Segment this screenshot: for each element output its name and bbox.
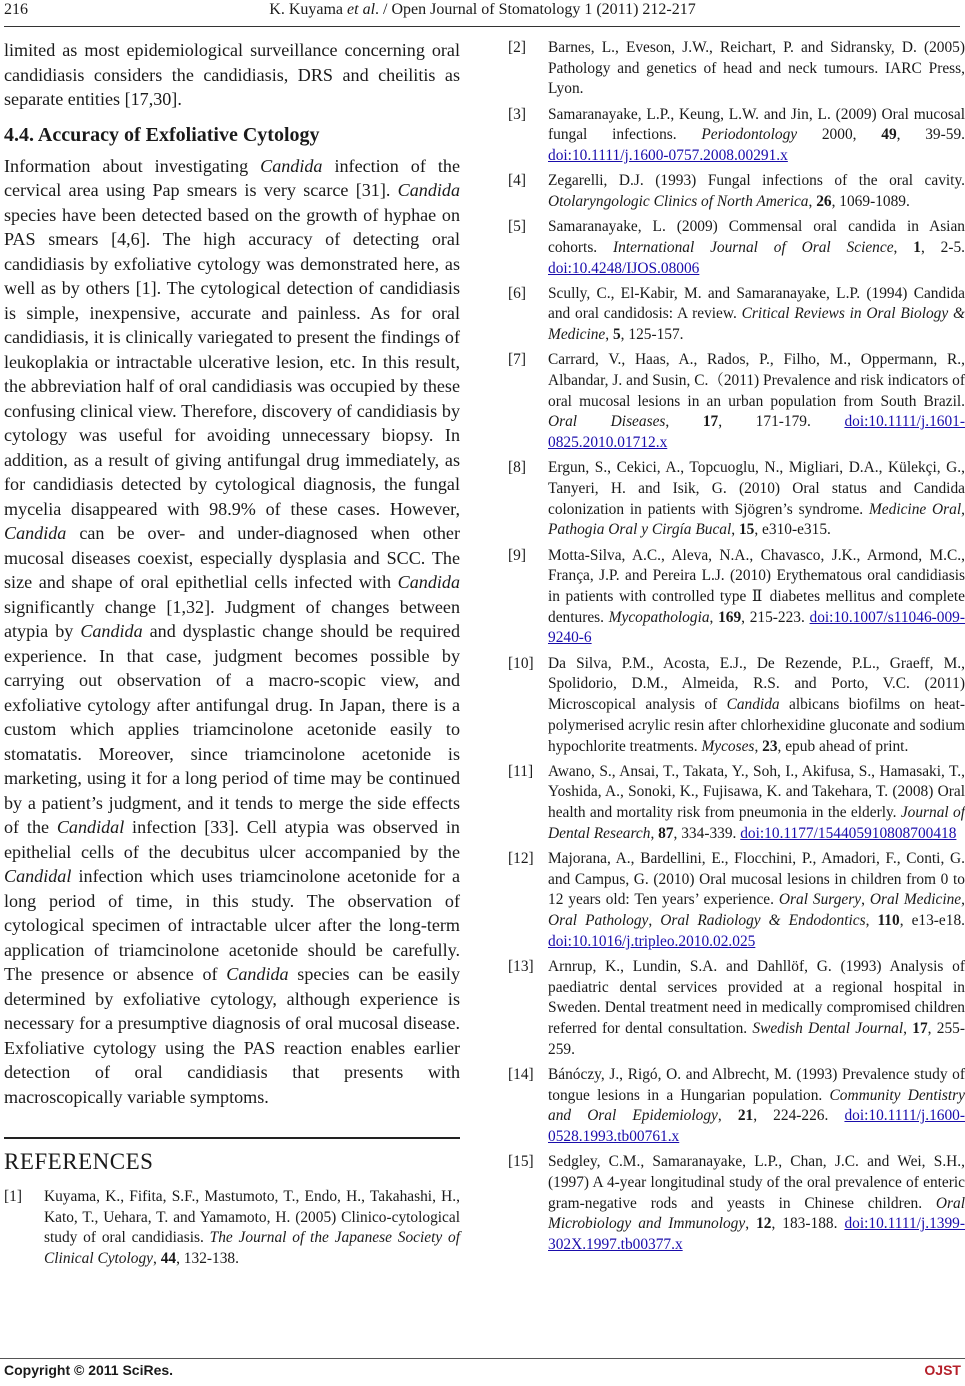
doi-link[interactable]: doi:10.1177/154405910808700418 (740, 824, 957, 842)
paragraph-continued: limited as most epidemiological surveillance concerning oral candidiasis considers the candidiasis, DRS and cheilitis as separate entities [17,30]. (4, 40, 460, 109)
paragraph-text: species have been detected based on the growth of hyphae on PAS smears [4,6]. The high accuracy of detecting oral candidiasis by exfoliative cytology was demonstrated here, as well as by others [1]. The cytological detection of candidiasis is simple, inexpensive, accurate and painless. As for oral candidiasis, it is clinically variegated to present the findings of leukoplakia or intractable ulcerative lesion, etc. In this result, the abbreviation half of oral candidiasis was occupied by these confusing clinical view. Therefore, discovery of candidiasis by cytology was useful for avoiding unnecessary biopsy. In addition, as a result of giving antifungal drug immediately, as for candidiasis detected by cytological diagnosis, the fungal mycelia disappeared with 98.9% of these cases. However, (4, 204, 460, 519)
reference-segment: , 39-59. (896, 126, 965, 144)
reference-segment: Motta-Silva, A.C., Aleva, N.A., Chavasco, J.K., Armond, M.C., França, J.P. and Pereira L.J. (2010) Erythematous oral candidiasis in patients with controlled type Ⅱ diabetes mellitus and complete dentures. (548, 546, 965, 626)
doi-link[interactable]: doi:10.1111/j.1600-0528.1993.tb00761.x (548, 1107, 965, 1146)
reference-item (508, 171, 965, 212)
reference-segment: , (861, 891, 870, 909)
italic-term: Candidal (56, 817, 125, 837)
reference-item (508, 1152, 965, 1256)
page-number: 216 (4, 1, 28, 18)
reference-item (508, 458, 965, 541)
reference-segment: , (961, 891, 965, 909)
reference-item (508, 546, 965, 650)
reference-text (548, 1152, 965, 1256)
reference-segment: , (808, 192, 817, 210)
reference-segment: Ergun, S., Cekici, A., Topcuoglu, N., Migliari, D.A., Külekçi, G., Tanyeri, H. and Isik, G. (2010) Oral status and Candida colonization in patients with Sjögren’s syndrome. (548, 459, 965, 518)
reference-volume: 110 (877, 912, 900, 930)
reference-segment: , epub ahead of print. (777, 737, 909, 755)
reference-italic: Community Dentistry and Oral Epidemiology (548, 1086, 965, 1125)
italic-term: Candida (260, 155, 323, 176)
reference-volume: 17 (912, 1020, 928, 1038)
reference-volume: 21 (737, 1107, 754, 1125)
footer-rule (0, 1358, 965, 1359)
reference-volume: 17 (702, 413, 719, 431)
reference-volume: 44 (160, 1250, 177, 1268)
reference-text (548, 458, 965, 541)
reference-volume: 15 (738, 521, 755, 539)
reference-segment: Carrard, V., Haas, A., Rados, P., Filho, M., Oppermann, R., Albandar, J. and Susin, C.（2011) Prevalence and risk indicators of oral mucosal lesions in an urban population from South Brazil. (548, 351, 965, 410)
reference-segment: , (893, 238, 914, 256)
reference-segment: , (731, 521, 739, 539)
reference-text (548, 546, 965, 650)
reference-italic: Mycopathologia (608, 608, 710, 626)
reference-number: [8] (508, 459, 526, 477)
reference-number: [4] (508, 172, 526, 190)
reference-number: [10] (508, 654, 534, 672)
reference-segment: , 255-259. (548, 1020, 965, 1058)
paragraph-text: species can be easily determined by exfoliative cytology, although experience is necessary for a presumptive diagnosis of oral mucosal disease. Exfoliative cytology using the PAS reaction enables earlier detection of oral candidiasis that presents with macroscopically variable symptoms. (4, 964, 461, 1107)
reference-item (508, 217, 965, 279)
running-header (0, 0, 965, 26)
reference-item (508, 654, 965, 758)
reference-italic: Candida (726, 696, 780, 714)
reference-italic: Otolaryngologic Clinics of North America (548, 192, 809, 210)
italic-term: Candidal (4, 866, 72, 886)
reference-volume: 23 (762, 737, 778, 755)
reference-item (508, 284, 965, 346)
reference-number: [3] (508, 105, 526, 123)
reference-segment: Da Silva, P.M., Acosta, E.J., De Rezende, P.L., Graeff, M., Spolidorio, D.M., Almeida, R.S. and Porto, V.C. (2011) Microscopical analysis of (548, 654, 965, 714)
italic-term: Candida (4, 523, 67, 543)
reference-number: [15] (508, 1153, 534, 1171)
reference-item (508, 350, 965, 454)
reference-text (548, 849, 965, 953)
reference-number: [14] (508, 1066, 534, 1084)
reference-segment: , (961, 500, 965, 518)
running-head-journal: . / Open Journal of Stomatology 1 (2011) 212-217 (375, 1, 696, 18)
reference-text (548, 762, 965, 845)
references-list-left (4, 1187, 460, 1270)
references-heading: REFERENCES (4, 1149, 154, 1174)
doi-link[interactable]: doi:10.1007/s11046-009-9240-6 (548, 608, 965, 647)
reference-item (508, 38, 965, 100)
reference-segment: Sedgley, C.M., Samaranayake, L.P., Chan, J.C. and Wei, S.H., (1997) A 4-year longitudinal study of the oral prevalence of enteric gram-negative rods and yeasts in Chinese children. (548, 1153, 965, 1212)
paragraph-text: and dysplastic change should be required experience. In that case, judgment becomes possible by carrying out observation of a macro-scopic view, and exfoliative cytology after antifungal drug. In Japan, there is a custom which applies triamcinolone acetonide easily to stomatatis. Moreover, since triamcinolone acetonide is marketing, using it for a long period of time may be continued by a patient’s judgment, and it tends to merge the side effects of the (4, 621, 460, 837)
references-list-right (508, 38, 965, 1256)
reference-text (548, 284, 965, 346)
reference-segment: , (754, 737, 763, 755)
reference-segment: 2000, (797, 126, 882, 144)
reference-segment: Majorana, A., Bardellini, E., Flocchini, P., Amadori, F., Conti, G. and Campus, G. (2010) Oral mucosal lesions in children from 0 to 12 years old: Ten years’ experience. (548, 850, 965, 909)
reference-item (508, 1065, 965, 1148)
reference-segment: , (605, 326, 613, 344)
reference-italic: Oral Pathology (548, 912, 649, 930)
italic-term: Candida (397, 180, 460, 200)
reference-italic: Oral Microbiology and Immunology (548, 1194, 965, 1233)
reference-segment: Arnrup, K., Lundin, S.A. and Dahllöf, G. (1993) Analysis of paediatric dental services provided at a regional hospital in Sweden. Dental treatment need in medically compromised children referred for dental consultation. (548, 958, 965, 1038)
reference-segment: Awano, S., Ansai, T., Takata, Y., Soh, I., Akifusa, S., Hamasaki, T., Yoshida, A., Sonoki, K., Fujisawa, K. and Takehara, T. (2008) Oral health and mortality risk from pneumonia in the elderly. (548, 762, 965, 822)
reference-segment: , 125-157. (620, 326, 684, 344)
reference-italic: Pathogia Oral y Cirgía Bucal (548, 521, 732, 539)
right-column (508, 38, 965, 1260)
doi-link[interactable]: doi:10.1016/j.tripleo.2010.02.025 (548, 932, 756, 950)
reference-italic: International Journal of Oral Science (613, 238, 894, 256)
reference-segment: , (865, 912, 878, 930)
reference-italic: Journal of Dental Research (548, 804, 965, 842)
paragraph-text: infection [33]. Cell atypia was observed in epithelial cells of the decubitus ulcer accompanied by the (4, 817, 460, 862)
reference-segment: , 224-226. (753, 1107, 845, 1125)
reference-number: [13] (508, 958, 534, 976)
reference-number: [6] (508, 284, 526, 302)
reference-segment: , 132-138. (176, 1250, 239, 1268)
italic-term: Candida (80, 621, 143, 641)
reference-text (548, 171, 965, 212)
reference-italic: Medicine Oral (868, 500, 962, 518)
reference-number: [1] (4, 1188, 22, 1205)
reference-segment: Zegarelli, D.J. (1993) Fungal infections of the oral cavity. (548, 172, 965, 190)
reference-number: [5] (508, 218, 526, 236)
reference-segment: , (903, 1020, 913, 1038)
reference-volume: 169 (718, 608, 742, 626)
reference-segment: , 1069-1089. (831, 192, 910, 210)
header-rule (4, 26, 960, 27)
reference-item (508, 957, 965, 1061)
reference-item (508, 762, 965, 845)
reference-segment: , 183-188. (771, 1215, 845, 1233)
reference-volume: 26 (816, 192, 832, 210)
running-head-authors: K. Kuyama (269, 1, 348, 18)
reference-italic: Critical Reviews in Oral Biology & Medicine (548, 305, 965, 344)
reference-volume: 5 (612, 326, 621, 344)
paragraph-text: infection which uses triamcinolone acetonide for a long period of time, in this study. The observation of cytological specimen of intractable ulcer after the long-term application of triamcinolone acetonide should be carefully. The presence or absence of (4, 866, 460, 984)
reference-text (548, 957, 965, 1061)
reference-segment: , 334-339. (673, 824, 741, 842)
reference-italic: The Journal of the Japanese Society of Clinical Cytology (44, 1229, 460, 1268)
reference-italic: Oral Surgery (778, 891, 862, 909)
reference-segment: , e13-e18. (899, 912, 965, 930)
paragraph-exfoliative-cytology (4, 154, 460, 1110)
italic-term: Candida (397, 572, 460, 592)
reference-segment: Kuyama, K., Fifita, S.F., Mastumoto, T., Endo, H., Takahashi, H., Kato, T., Uehara, T. and Yamamoto, H. (2005) Clinico-cytological study of oral candidiasis. (44, 1188, 460, 1247)
paragraph-text: can be over- and under-diagnosed when other mucosal diseases coexist, especially dysplasia and SCC. The size and shape of oral epithetlial cells infected with (4, 523, 460, 592)
reference-segment: , (745, 1215, 757, 1233)
reference-volume: 12 (756, 1215, 772, 1233)
running-head-etal: et al (347, 1, 376, 18)
reference-segment: , (717, 1107, 738, 1125)
journal-abbreviation: OJST (924, 1362, 961, 1378)
reference-volume: 49 (881, 126, 897, 144)
references-rule (4, 1137, 460, 1139)
reference-number: [12] (508, 850, 534, 868)
reference-segment: , 171-179. (718, 413, 845, 431)
reference-italic: Oral Medicine (869, 891, 962, 909)
running-head (0, 1, 965, 19)
reference-segment: , (665, 413, 703, 431)
paragraph-text: Information about investigating (4, 155, 261, 176)
reference-item (508, 105, 965, 167)
reference-italic: Oral Diseases (548, 413, 666, 431)
reference-volume: 1 (913, 238, 921, 256)
paragraph-text: infection of the cervical area using Pap smears is very scarce [31]. (4, 155, 460, 200)
copyright-notice: Copyright © 2011 SciRes. (4, 1362, 174, 1378)
reference-segment: albicans biofilms on heat-polymerised acrylic resin after chlorhexidine gluconate and sodium hypochlorite treatments. (548, 696, 965, 755)
paragraph-text: significantly change [1,32]. Judgment of changes between atypia by (4, 596, 460, 641)
reference-text (548, 217, 965, 279)
reference-text (44, 1187, 460, 1270)
reference-italic: Mycoses (701, 737, 755, 755)
reference-text (548, 350, 965, 454)
left-column (4, 38, 460, 1274)
doi-link[interactable]: doi:10.1111/j.1600-0757.2008.00291.x (548, 147, 788, 165)
reference-text (548, 654, 965, 758)
reference-segment: , 215-223. (741, 608, 810, 626)
reference-italic: Swedish Dental Journal (752, 1020, 904, 1038)
reference-item (508, 849, 965, 953)
reference-text (548, 105, 965, 167)
reference-segment: , (648, 912, 661, 930)
reference-italic: Periodontology (701, 126, 798, 144)
doi-link[interactable]: doi:10.1111/j.1399-302X.1997.tb00377.x (548, 1215, 965, 1254)
reference-item (4, 1187, 460, 1270)
reference-segment: Bánóczy, J., Rigó, O. and Albrecht, M. (1993) Prevalence study of tongue lesions in a Hungarian population. (548, 1066, 965, 1104)
reference-segment: , 2-5. (920, 238, 965, 256)
doi-link[interactable]: doi:10.1111/j.1601-0825.2010.01712.x (548, 413, 965, 452)
reference-segment: Samaranayake, L.P., Keung, L.W. and Jin, L. (2009) Oral mucosal fungal infections. (548, 105, 965, 144)
reference-segment: Barnes, L., Eveson, J.W., Reichart, P. and Sidransky, D. (2005) Pathology and genetics of head and neck tumours. IARC Press, Lyon. (548, 39, 965, 98)
reference-number: [9] (508, 546, 526, 564)
reference-segment: , (153, 1250, 161, 1268)
reference-italic: Oral Radiology & Endodontics (660, 912, 866, 930)
reference-segment: Scully, C., El-Kabir, M. and Samaranayake, L.P. (1994) Candida and oral candidosis: A review. (548, 284, 965, 323)
reference-text (548, 38, 965, 100)
section-heading: 4.4. Accuracy of Exfoliative Cytology (4, 123, 320, 146)
italic-term: Candida (226, 964, 289, 984)
reference-segment: , (650, 824, 659, 842)
reference-segment: , e310-e315. (754, 521, 831, 539)
reference-number: [11] (508, 762, 534, 780)
doi-link[interactable]: doi:10.4248/IJOS.08006 (548, 259, 700, 277)
reference-text (548, 1065, 965, 1148)
reference-number: [2] (508, 39, 526, 56)
reference-segment: , (709, 608, 719, 626)
reference-segment: Samaranayake, L. (2009) Commensal oral candida in Asian cohorts. (548, 218, 965, 256)
reference-volume: 87 (658, 824, 674, 842)
reference-number: [7] (508, 351, 526, 369)
